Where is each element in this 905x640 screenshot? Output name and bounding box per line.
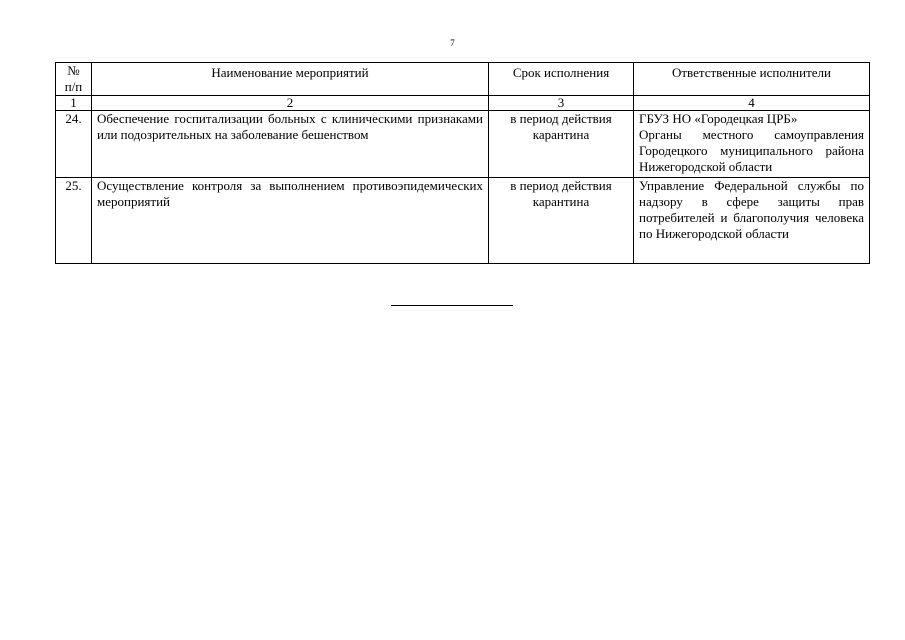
header-responsible: Ответственные исполнители [634, 63, 870, 96]
column-index-3: 3 [489, 96, 634, 111]
column-index-2: 2 [92, 96, 489, 111]
measure-term: в период действия карантина [489, 111, 634, 178]
row-number: 25. [56, 178, 92, 264]
measure-responsible [634, 178, 870, 264]
end-of-document-rule [391, 305, 513, 306]
measure-name [92, 178, 489, 264]
header-num [56, 63, 92, 96]
column-index-1: 1 [56, 96, 92, 111]
measure-responsible [634, 111, 870, 178]
measure-name [92, 111, 489, 178]
table-header-row [56, 63, 870, 96]
responsible-line: ГБУЗ НО «Городецкая ЦРБ» [639, 111, 798, 126]
header-term: Срок исполнения [489, 63, 634, 96]
table-row [56, 178, 870, 264]
header-num-label: № п/п [64, 63, 83, 94]
column-index-row [56, 96, 870, 111]
header-name: Наименование мероприятий [92, 63, 489, 96]
responsible-line: Управление Федеральной службы по надзору в сфере защиты прав потребителей и благополучия человека по Нижегородской области [639, 178, 864, 241]
measure-name-text: Обеспечение госпитализации больных с клиническими признаками или подозрительных на заболевание бешенством [97, 111, 483, 142]
responsible-line: Органы местного самоуправления Городецкого муниципального района Нижегородской области [639, 127, 864, 174]
measures-table [55, 62, 870, 264]
measure-term: в период действия карантина [489, 178, 634, 264]
column-index-4: 4 [634, 96, 870, 111]
row-number: 24. [56, 111, 92, 178]
table-row [56, 111, 870, 178]
page-number: 7 [450, 38, 455, 48]
measure-name-text: Осуществление контроля за выполнением противоэпидемических мероприятий [97, 178, 483, 209]
